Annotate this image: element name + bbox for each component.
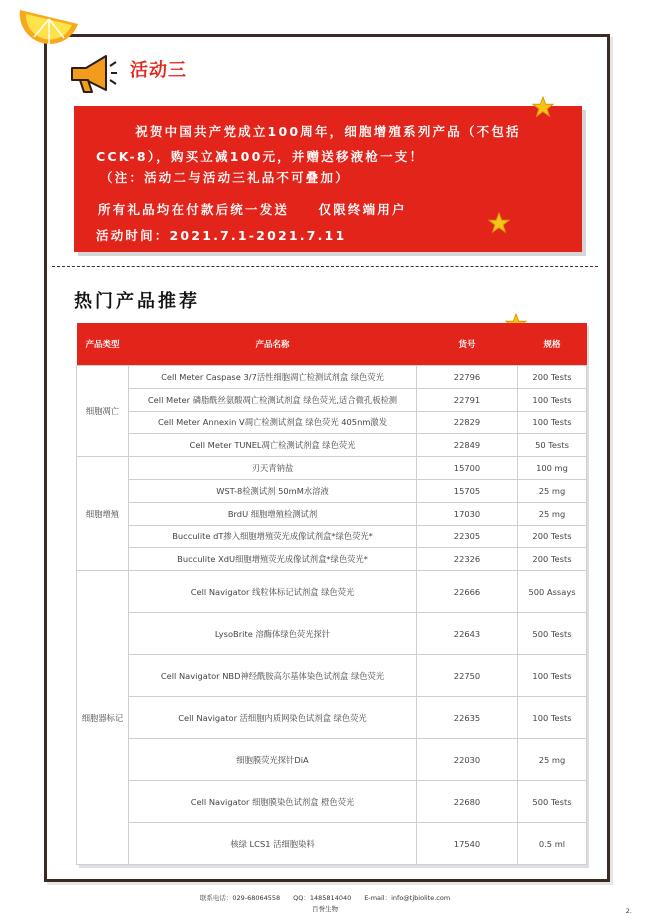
name-cell: Cell Meter TUNEL凋亡检测试剂盒 绿色荧光: [129, 434, 417, 457]
name-cell: BrdU 细胞增殖检测试剂: [129, 502, 417, 525]
name-cell: Cell Meter 磷脂酰丝氨酸凋亡检测试剂盒 绿色荧光,适合微孔板检测: [129, 388, 417, 411]
spec-cell: 200 Tests: [518, 525, 587, 548]
sku-cell: 22791: [417, 388, 518, 411]
header-category: 产品类型: [77, 323, 129, 366]
spec-cell: 25 mg: [518, 739, 587, 781]
sku-cell: 22635: [417, 697, 518, 739]
spec-cell: 50 Tests: [518, 434, 587, 457]
table-row: [77, 823, 587, 865]
name-cell: Cell Meter Caspase 3/7活性细胞凋亡检测试剂盒 绿色荧光: [129, 366, 417, 389]
sku-cell: 22680: [417, 781, 518, 823]
spec-cell: 100 mg: [518, 457, 587, 480]
divider: [52, 266, 598, 267]
spec-cell: 100 Tests: [518, 655, 587, 697]
header-spec: 规格: [518, 323, 587, 366]
spec-cell: 500 Tests: [518, 613, 587, 655]
table-row: [77, 697, 587, 739]
spec-cell: 200 Tests: [518, 366, 587, 389]
table-row: [77, 457, 587, 480]
sku-cell: 22643: [417, 613, 518, 655]
category-cell: 细胞器标记: [77, 571, 129, 865]
name-cell: Cell Navigator 活细胞内质网染色试剂盒 绿色荧光: [129, 697, 417, 739]
sku-cell: 22829: [417, 411, 518, 434]
sku-cell: 15700: [417, 457, 518, 480]
spec-cell: 200 Tests: [518, 548, 587, 571]
sku-cell: 22305: [417, 525, 518, 548]
table-row: [77, 613, 587, 655]
star-icon: [532, 96, 554, 118]
sku-cell: 22666: [417, 571, 518, 613]
activity-line-4: 所有礼品均在付款后统一发送 仅限终端用户: [98, 202, 407, 217]
spec-cell: 500 Assays: [518, 571, 587, 613]
table-row: [77, 502, 587, 525]
table-row: [77, 434, 587, 457]
spec-cell: 25 mg: [518, 479, 587, 502]
activity-line-2: CCK-8），购买立减100元，并赠送移液枪一支！: [96, 149, 425, 164]
spec-cell: 100 Tests: [518, 697, 587, 739]
table-row: [77, 571, 587, 613]
section-title: 热门产品推荐: [74, 291, 200, 312]
table-row: [77, 479, 587, 502]
sku-cell: 22750: [417, 655, 518, 697]
spec-cell: 0.5 ml: [518, 823, 587, 865]
name-cell: 核绿 LCS1 活细胞染料: [129, 823, 417, 865]
table-row: [77, 525, 587, 548]
name-cell: Bucculite dT掺入细胞增殖荧光成像试剂盒*绿色荧光*: [129, 525, 417, 548]
table-row: [77, 411, 587, 434]
table-row: [77, 739, 587, 781]
product-table: [76, 323, 586, 865]
spec-cell: 100 Tests: [518, 411, 587, 434]
page-number: 2.: [625, 907, 632, 915]
table-header-row: [77, 323, 587, 366]
table-row: [77, 366, 587, 389]
activity-dates: 活动时间：2021.7.1-2021.7.11: [96, 228, 347, 243]
name-cell: Bucculite XdU细胞增殖荧光成像试剂盒*绿色荧光*: [129, 548, 417, 571]
table-row: [77, 388, 587, 411]
spec-cell: 25 mg: [518, 502, 587, 525]
header-sku: 货号: [417, 323, 518, 366]
name-cell: Cell Navigator 线粒体标记试剂盒 绿色荧光: [129, 571, 417, 613]
sku-cell: 22796: [417, 366, 518, 389]
spec-cell: 500 Tests: [518, 781, 587, 823]
category-cell: 细胞凋亡: [77, 366, 129, 457]
sku-cell: 22849: [417, 434, 518, 457]
name-cell: LysoBrite 溶酶体绿色荧光探针: [129, 613, 417, 655]
activity-note: （注：活动二与活动三礼品不可叠加）: [100, 170, 350, 185]
spec-cell: 100 Tests: [518, 388, 587, 411]
table-row: [77, 781, 587, 823]
name-cell: WST-8检测试剂 50mM水溶液: [129, 479, 417, 502]
name-cell: Cell Meter Annexin V凋亡检测试剂盒 绿色荧光 405nm激发: [129, 411, 417, 434]
activity-title: 活动三: [130, 60, 187, 81]
name-cell: 刃天青钠盐: [129, 457, 417, 480]
table-row: [77, 655, 587, 697]
activity-line-1: 祝贺中国共产党成立100周年，细胞增殖系列产品（不包括: [135, 124, 521, 139]
sku-cell: 15705: [417, 479, 518, 502]
megaphone-icon: [66, 52, 118, 96]
footer-company: 百誉生物: [312, 905, 338, 913]
sku-cell: 17540: [417, 823, 518, 865]
sku-cell: 22326: [417, 548, 518, 571]
name-cell: 细胞膜荧光探针DiA: [129, 739, 417, 781]
sku-cell: 22030: [417, 739, 518, 781]
name-cell: Cell Navigator NBD神经酰胺高尔基体染色试剂盒 绿色荧光: [129, 655, 417, 697]
star-icon: [488, 212, 510, 234]
name-cell: Cell Navigator 细胞膜染色试剂盒 橙色荧光: [129, 781, 417, 823]
header-name: 产品名称: [129, 323, 417, 366]
category-cell: 细胞增殖: [77, 457, 129, 571]
sku-cell: 17030: [417, 502, 518, 525]
footer-contact: 联系电话：029-68064558 QQ：1485814040 E-mail：info@tjbiolite.com: [199, 894, 451, 902]
table-row: [77, 548, 587, 571]
